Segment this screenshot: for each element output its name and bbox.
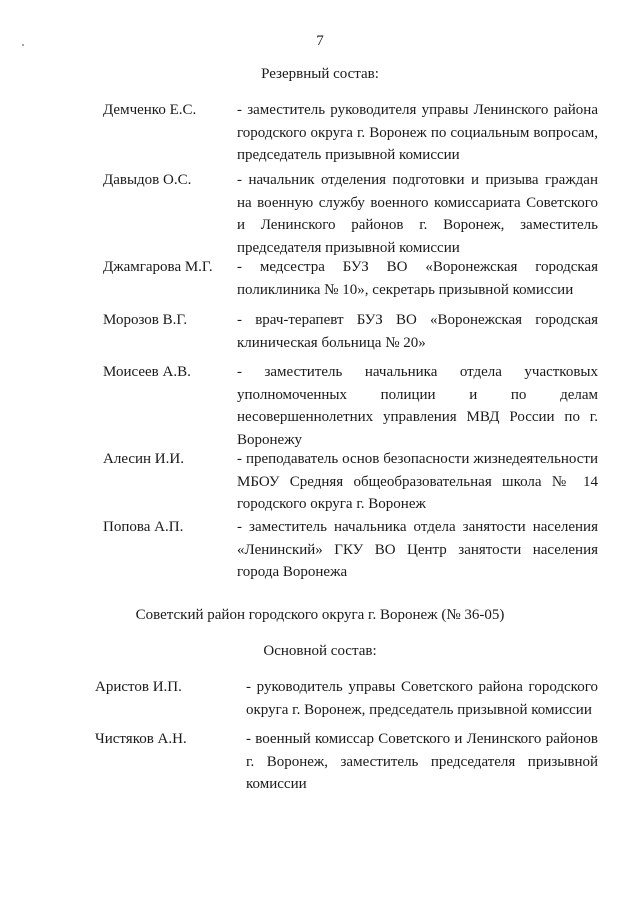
- member-description: - заместитель руководителя управы Ленинского района городского округа г. Воронеж по социальным вопросам, председатель призывной комиссии: [237, 102, 598, 163]
- member-name: Демченко Е.С.: [103, 102, 197, 118]
- member-name: Моисеев А.В.: [103, 364, 191, 380]
- member-name: Аристов И.П.: [95, 679, 182, 695]
- margin-dot: [22, 44, 24, 46]
- member-description: - медсестра БУЗ ВО «Воронежская городская поликлиника № 10», секретарь призывной комиссии: [237, 259, 598, 298]
- member-name: Чистяков А.Н.: [95, 731, 187, 747]
- member-description: - военный комиссар Советского и Ленинского районов г. Воронеж, заместитель председателя призывной комиссии: [246, 731, 598, 792]
- member-description: - врач-терапевт БУЗ ВО «Воронежская городская клиническая больница № 20»: [237, 312, 598, 351]
- member-description: - начальник отделения подготовки и призыва граждан на военную службу военного комиссариата Советского и Ленинского районов г. Воронеж, заместитель председателя призывной комиссии: [237, 172, 598, 256]
- district-heading: Советский район городского округа г. Воронеж (№ 36-05): [135, 607, 505, 623]
- member-name: Морозов В.Г.: [103, 312, 188, 328]
- member-name: Алесин И.И.: [103, 451, 184, 467]
- member-description: - заместитель начальника отдела участковых уполномоченных полиции и по делам несовершеннолетних управления МВД России по г. Воронежу: [237, 364, 598, 448]
- reserve-heading: Резервный состав:: [261, 66, 379, 82]
- member-name: Давыдов О.С.: [103, 172, 192, 188]
- member-name: Джамгарова М.Г.: [103, 259, 213, 275]
- page-number: 7: [316, 33, 324, 49]
- member-name: Попова А.П.: [103, 519, 184, 535]
- member-description: - руководитель управы Советского района городского округа г. Воронеж, председатель призывной комиссии: [246, 679, 598, 718]
- member-description: - преподаватель основ безопасности жизнедеятельности МБОУ Средняя общеобразовательная школа № 14 городского округа г. Воронеж: [237, 451, 598, 512]
- main-heading: Основной состав:: [263, 643, 377, 659]
- member-description: - заместитель начальника отдела занятости населения «Ленинский» ГКУ ВО Центр занятости населения города Воронежа: [237, 519, 598, 580]
